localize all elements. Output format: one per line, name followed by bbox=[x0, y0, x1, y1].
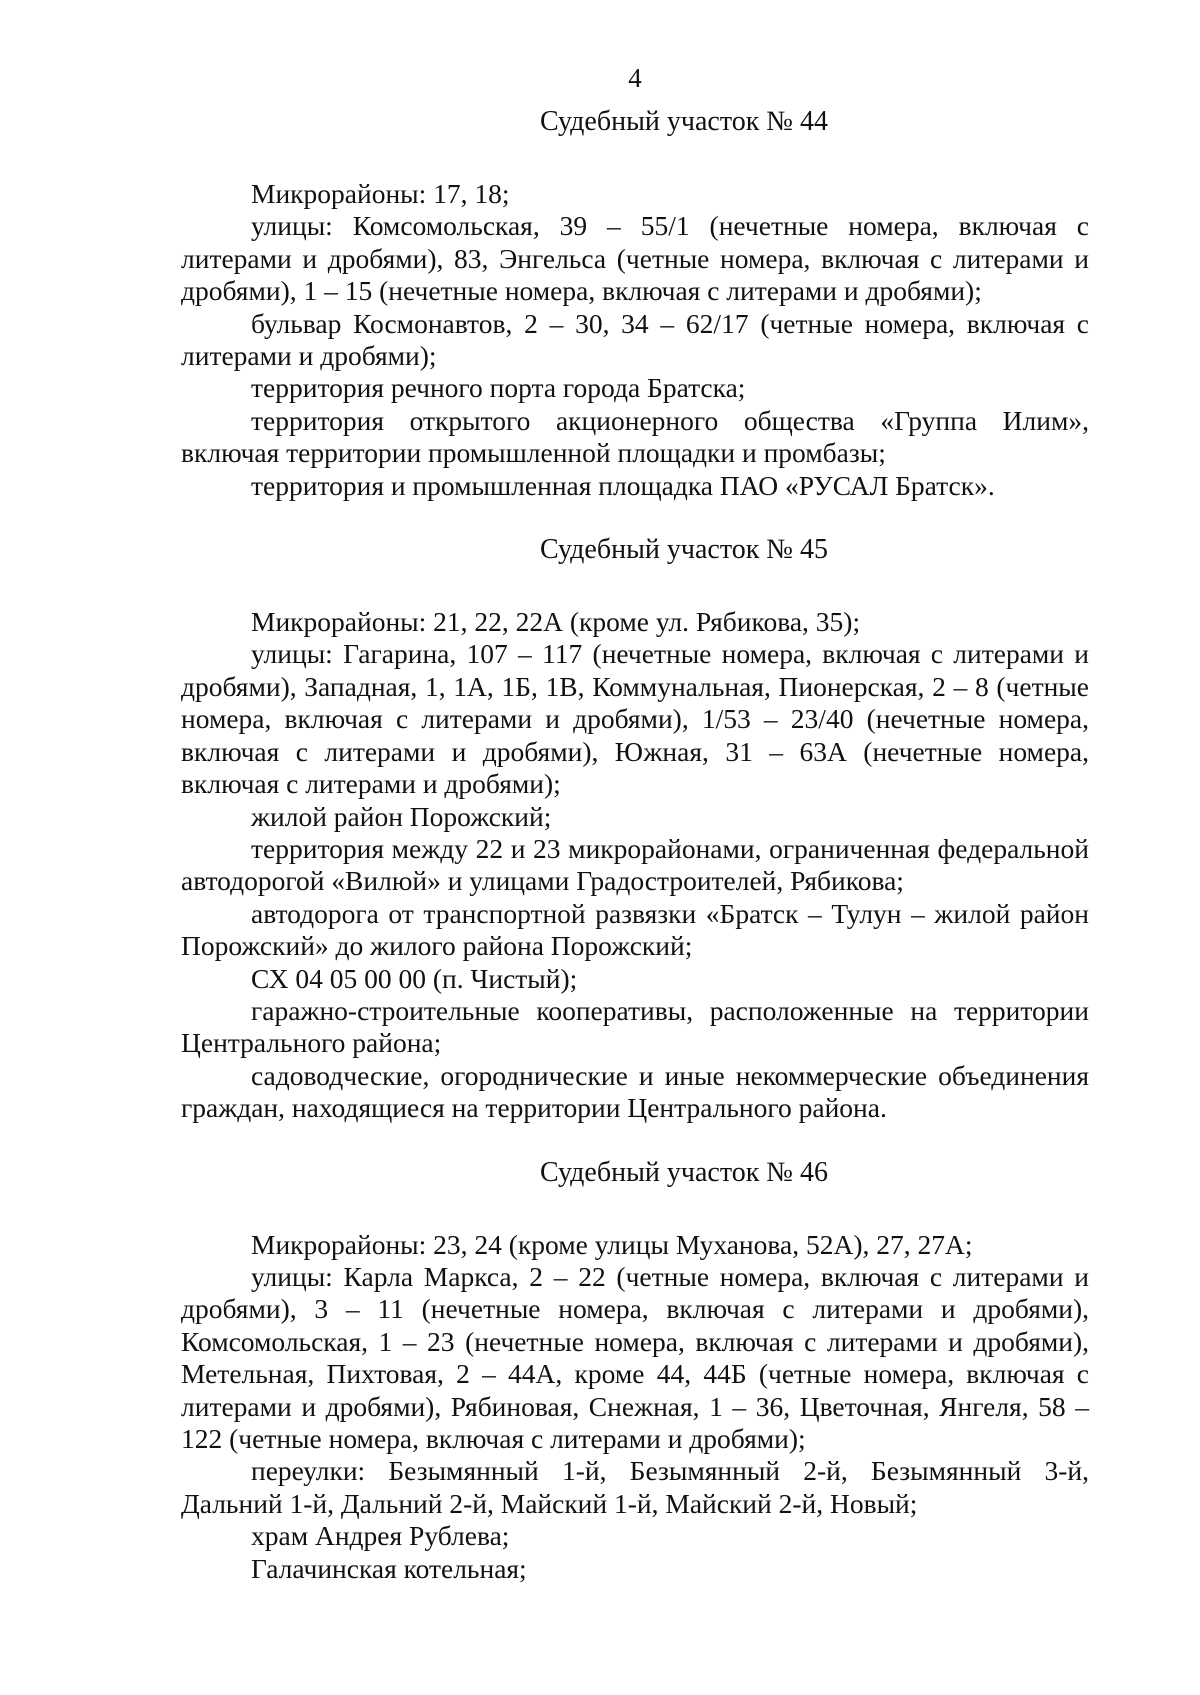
paragraph: Галачинская котельная; bbox=[251, 1552, 527, 1584]
section-paragraphs bbox=[181, 606, 1089, 1125]
paragraph: Микрорайоны: 21, 22, 22А (кроме ул. Рябикова, 35); bbox=[251, 606, 861, 638]
section-44 bbox=[181, 106, 1089, 502]
section-paragraphs bbox=[181, 1229, 1089, 1585]
paragraph: садоводческие, огороднические и иные некоммерческие объединения граждан, находящиеся на территории Центрального района. bbox=[181, 1059, 1089, 1124]
section-46 bbox=[181, 1157, 1089, 1585]
paragraph: храм Андрея Рублева; bbox=[251, 1520, 510, 1552]
page-number: 4 bbox=[628, 63, 642, 93]
section-title: Судебный участок № 45 bbox=[539, 534, 829, 566]
section-title: Судебный участок № 44 bbox=[539, 106, 829, 137]
paragraph: переулки: Безымянный 1-й, Безымянный 2-й, Безымянный 3-й, Дальний 1-й, Дальний 2-й, Майский 1-й, Майский 2-й, Новый; bbox=[181, 1455, 1089, 1519]
section-45 bbox=[181, 534, 1089, 1125]
paragraph: улицы: Карла Маркса, 2 – 22 (четные номера, включая с литерами и дробями), 3 – 11 (нечетные номера, включая с литерами и дробями), Комсомольская, 1 – 23 (нечетные номера, включая с литерами и дробями), Метельная, Пихтовая, 2 – 44А, кроме 44, 44Б (четные номера, включая с литерами и дробями), Рябиновая, Снежная, 1 – 36, Цветочная, Янгеля, 58 – 122 (четные номера, включая с литерами и дробями); bbox=[181, 1260, 1089, 1454]
paragraph: Микрорайоны: 23, 24 (кроме улицы Муханова, 52А), 27, 27А; bbox=[251, 1228, 973, 1260]
section-title: Судебный участок № 46 bbox=[539, 1156, 829, 1188]
paragraph: бульвар Космонавтов, 2 – 30, 34 – 62/17 (четные номера, включая с литерами и дробями); bbox=[181, 307, 1089, 372]
paragraph: СХ 04 05 00 00 (п. Чистый); bbox=[251, 962, 578, 994]
document-body bbox=[181, 106, 1089, 1585]
section-paragraphs bbox=[181, 178, 1089, 502]
paragraph: жилой район Порожский; bbox=[251, 800, 552, 832]
paragraph: гаражно-строительные кооперативы, расположенные на территории Центрального района; bbox=[181, 994, 1089, 1059]
paragraph: улицы: Комсомольская, 39 – 55/1 (нечетные номера, включая с литерами и дробями), 83, Энгельса (четные номера, включая с литерами и дробями), 1 – 15 (нечетные номера, включая с литерами и дробями); bbox=[181, 210, 1089, 307]
paragraph: территория и промышленная площадка ПАО «РУСАЛ Братск». bbox=[251, 469, 995, 501]
paragraph: территория открытого акционерного общества «Группа Илим», включая территории промышленной площадки и промбазы; bbox=[181, 404, 1089, 469]
paragraph: автодорога от транспортной развязки «Братск – Тулун – жилой район Порожский» до жилого района Порожский; bbox=[181, 897, 1089, 962]
paragraph: улицы: Гагарина, 107 – 117 (нечетные номера, включая с литерами и дробями), Западная, 1, 1А, 1Б, 1В, Коммунальная, Пионерская, 2 – 8 (четные номера, включая с литерами и дробями), 1/53 – 23/40 (нечетные номера, включая с литерами и дробями), Южная, 31 – 63А (нечетные номера, включая с литерами и дробями); bbox=[181, 638, 1089, 800]
paragraph: территория между 22 и 23 микрорайонами, ограниченная федеральной автодорогой «Вилюй» и улицами Градостроителей, Рябикова; bbox=[181, 832, 1089, 897]
paragraph: территория речного порта города Братска; bbox=[251, 372, 746, 404]
paragraph: Микрорайоны: 17, 18; bbox=[251, 178, 510, 209]
